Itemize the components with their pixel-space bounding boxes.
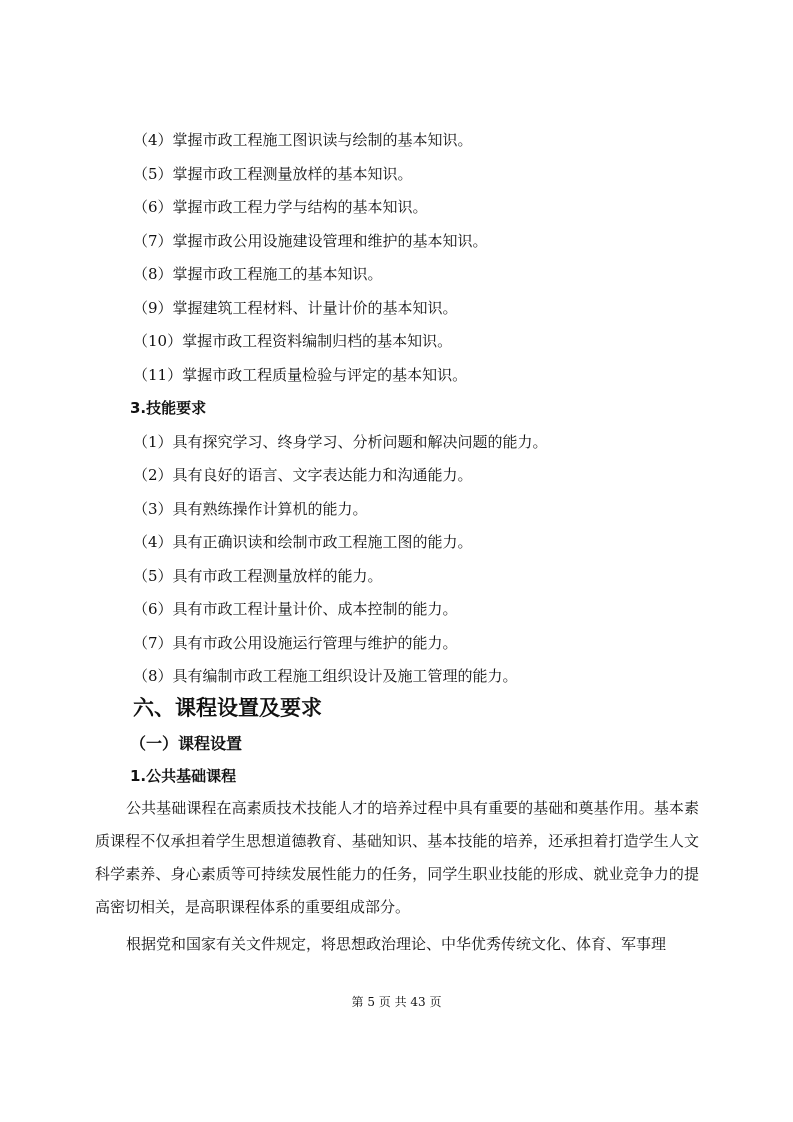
body-paragraph: 公共基础课程在高素质技术技能人才的培养过程中具有重要的基础和奠基作用。基本素质课程不仅承担着学生思想道德教育、基础知识、基本技能的培养，还承担着打造学生人文科学素养、身心素质等可持续发展性能力的任务，同学生职业技能的形成、就业竞争力的提高密切相关，是高职课程体系的重要组成部分。: [95, 799, 699, 916]
knowledge-item: （11）掌握市政工程质量检验与评定的基本知识。: [133, 366, 468, 384]
skill-item: （5）具有市政工程测量放样的能力。: [133, 567, 383, 585]
skill-item: （6）具有市政工程计量计价、成本控制的能力。: [133, 600, 458, 618]
skill-item: （2）具有良好的语言、文字表达能力和沟通能力。: [133, 466, 473, 484]
skill-item: （4）具有正确识读和绘制市政工程施工图的能力。: [133, 533, 473, 551]
skills-heading: 3.技能要求: [130, 399, 207, 417]
subsubsection-title: 1.公共基础课程: [130, 767, 237, 785]
knowledge-item: （4）掌握市政工程施工图识读与绘制的基本知识。: [133, 131, 473, 149]
subsection-title: （一）课程设置: [130, 734, 243, 753]
section-title: 六、课程设置及要求: [133, 696, 322, 720]
knowledge-item: （7）掌握市政公用设施建设管理和维护的基本知识。: [133, 232, 488, 250]
skill-item: （7）具有市政公用设施运行管理与维护的能力。: [133, 634, 458, 652]
skill-item: （3）具有熟练操作计算机的能力。: [133, 500, 368, 518]
knowledge-item: （9）掌握建筑工程材料、计量计价的基本知识。: [133, 299, 458, 317]
knowledge-item: （8）掌握市政工程施工的基本知识。: [133, 265, 383, 283]
body-paragraph-continued: 根据党和国家有关文件规定，将思想政治理论、中华优秀传统文化、体育、军事理: [126, 935, 667, 953]
skill-item: （1）具有探究学习、终身学习、分析问题和解决问题的能力。: [133, 433, 548, 451]
skill-item: （8）具有编制市政工程施工组织设计及施工管理的能力。: [133, 667, 518, 685]
knowledge-item: （5）掌握市政工程测量放样的基本知识。: [133, 165, 413, 183]
knowledge-item: （10）掌握市政工程资料编制归档的基本知识。: [133, 332, 453, 350]
knowledge-item: （6）掌握市政工程力学与结构的基本知识。: [133, 198, 428, 216]
page-footer: 第 5 页 共 43 页: [351, 995, 442, 1009]
